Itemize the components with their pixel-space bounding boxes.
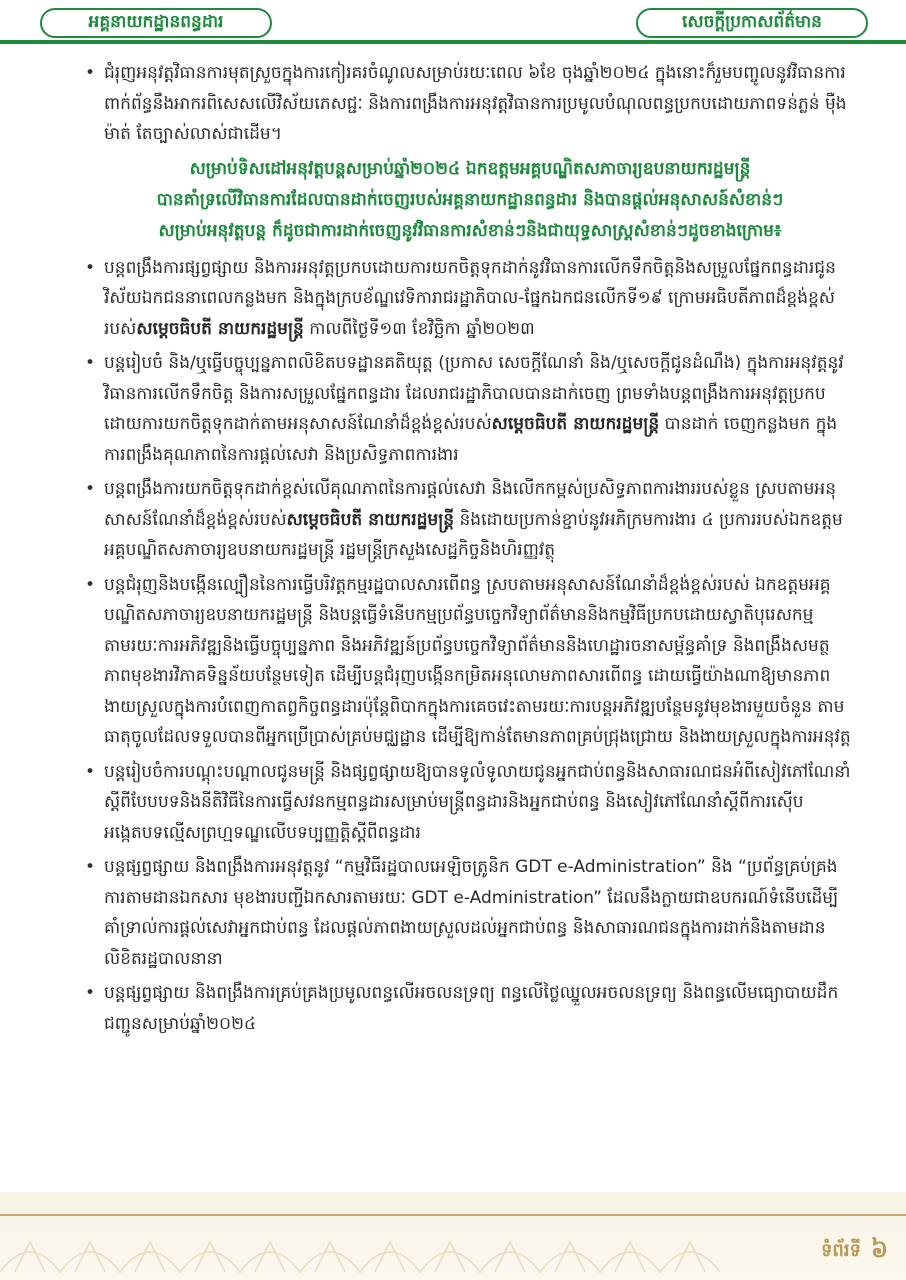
bullet-text: បន្តរៀបចំការបណ្តុះបណ្តាលជូនមន្ត្រី និងផ្សព្វផ្សាយឱ្យបានទូលំទូលាយជូនអ្នកជាប់ពន្ធនិងសាធារណជនអំពីសៀវភៅណែនាំស្តីពីបែបបទនិងនីតិវិធីនៃការធ្វើសវនកម្មពន្ធដារសម្រាប់មន្ត្រីពន្ធដារនិងអ្នកជាប់ពន្ធ និងសៀវភៅណែនាំស្តីពីការស៊ើបអង្កេតបទល្មើសព្រហ្មទណ្ឌលើបទប្បញ្ញត្តិស្តីពីពន្ធដារ — [104, 761, 851, 843]
page-header — [0, 0, 906, 48]
emphasis-title: សម្តេចធិបតី នាយករដ្ឋមន្ត្រី — [286, 509, 455, 530]
bullet-dot-icon: • — [84, 983, 96, 1003]
bullet-item — [84, 570, 856, 753]
bullet-item — [84, 58, 856, 150]
bullet-text: បន្តពង្រឹងការផ្សព្វផ្សាយ និងការអនុវត្តប្រកបដោយការយកចិត្តទុកដាក់នូវវិធានការលើកទឹកចិត្តនិងសម្រួលផ្នែកពន្ធដារជូនវិស័យឯកជននាពេលកន្លងមក និងក្នុងក្របខ័ណ្ឌវេទិការាជរដ្ឋាភិបាល-ផ្នែកឯកជនលើកទី១៩ ក្រោមអធិបតីភាពដ៏ខ្ពង់ខ្ពស់របស់សម្តេចធិបតី នាយករដ្ឋមន្ត្រី កាលពីថ្ងៃទី១៣ ខែវិច្ឆិកា ឆ្នាំ២០២៣ — [104, 257, 836, 339]
highlight-line: បានគាំទ្រលើវិធានការដែលបានដាក់ចេញរបស់អគ្គនាយកដ្ឋានពន្ធដារ និងបានផ្តល់អនុសាសន៍សំខាន់ៗ — [156, 189, 784, 210]
bullet-item — [84, 474, 856, 566]
highlight-statement — [84, 154, 856, 247]
bullet-dot-icon: • — [84, 857, 96, 877]
temple-pattern-icon — [0, 1222, 720, 1274]
highlight-line: សម្រាប់អនុវត្តបន្ត ក៏ដូចជាការដាក់ចេញនូវវិធានការសំខាន់ៗនិងជាយុទ្ធសាស្ត្រសំខាន់ៗដូចខាងក្រោម៖ — [158, 220, 782, 241]
bullet-dot-icon: • — [84, 761, 96, 782]
header-rule — [0, 40, 906, 44]
bullet-text: ជំរុញអនុវត្តវិធានការមុតស្រួចក្នុងការកៀរគរចំណូលសម្រាប់រយៈពេល ៦ខែ ចុងឆ្នាំ២០២៤ ក្នុងនោះក៏រួមបញ្ចូលនូវវិធានការពាក់ព័ន្ធនឹងអាករពិសេសលើវិស័យភេសជ្ជៈ និងការពង្រឹងការអនុវត្តវិធានការប្រមូលបំណុលពន្ធប្រកបដោយភាពទន់ភ្លន់ ម៉ឺងម៉ាត់ តែច្បាស់លាស់ជាដើម។ — [104, 63, 847, 144]
page-label-text: ទំព័រទី — [821, 1239, 861, 1261]
bullet-text: បន្តផ្សព្វផ្សាយ និងពង្រឹងការគ្រប់គ្រងប្រមូលពន្ធលើអចលនទ្រព្យ ពន្ធលើថ្លៃឈ្នួលអចលនទ្រព្យ និងពន្ធលើមធ្យោបាយដឹកជញ្ជូនសម្រាប់ឆ្នាំ២០២៤ — [104, 983, 839, 1034]
highlight-line: សម្រាប់ទិសដៅអនុវត្តបន្តសម្រាប់ឆ្នាំ២០២៤ ឯកឧត្តមអគ្គបណ្ឌិតសភាចារ្យឧបនាយករដ្ឋមន្ត្រី — [189, 158, 751, 179]
bullet-dot-icon: • — [84, 257, 96, 278]
emphasis-title: សម្តេចធិបតី នាយករដ្ឋមន្ត្រី — [136, 318, 304, 339]
page-number: ៦ — [871, 1234, 888, 1263]
bullet-item — [84, 757, 856, 849]
page-number-label — [758, 1236, 888, 1266]
bullet-dot-icon: • — [84, 353, 96, 373]
footer-rule — [0, 1214, 906, 1216]
article-body — [84, 58, 856, 1043]
bullet-text: បន្តជំរុញនិងបង្កើនល្បឿននៃការធ្វើបរិវត្តកម្មរដ្ឋបាលសារពើពន្ធ ស្របតាមអនុសាសន៍ណែនាំដ៏ខ្ពង់ខ្ពស់របស់ ឯកឧត្តមអគ្គបណ្ឌិតសភាចារ្យឧបនាយករដ្ឋមន្ត្រី និងបន្តធ្វើទំនើបកម្មប្រព័ន្ធបច្ចេកវិទ្យាព័ត៌មាននិងកម្មវិធីប្រកបដោយស្វាតិបុរេសកម្ម តាមរយៈការអភិវឌ្ឍនិងធ្វើបច្ចុប្បន្នភាព និងអភិវឌ្ឍន៍ប្រព័ន្ធបច្ចេកវិទ្យាព័ត៌មាននិងហេដ្ឋារចនាសម្ព័ន្ធគាំទ្រ និងពង្រឹងសមត្ថភាពមុខងារវិភាគទិន្នន័យបន្ថែមទៀត ដើម្បីបន្តជំរុញបង្កើនកម្រិតអនុលោមភាពសារពើពន្ធ ដោយធ្វើយ៉ាងណាឱ្យមានភាពងាយស្រួលក្នុងការបំពេញកាតព្វកិច្ចពន្ធដារប៉ុន្តែពិបាកក្នុងការគេចវេះតាមរយៈការបន្តអភិវឌ្ឍបន្ថែមនូវមុខងារមួយចំនួន តាមធាតុចូលដែលទទួលបានពីអ្នកប្រើប្រាស់គ្រប់មជ្ឈដ្ឋាន ដើម្បីឱ្យកាន់តែមានភាពគ្រប់ជ្រុងជ្រោយ និងងាយស្រួលក្នុងការអនុវត្ត — [104, 574, 851, 747]
bullet-text: បន្តផ្សព្វផ្សាយ និងពង្រឹងការអនុវត្តនូវ “កម្មវិធីរដ្ឋបាលអេឡិចត្រូនិក GDT e-Administration” និង “ប្រព័ន្ធគ្រប់គ្រងការតាមដានឯកសារ មុខងារបញ្ជីឯកសារតាមរយៈ GDT e-Administration” ដែលនឹងក្លាយជាឧបករណ៍ទំនើបដើម្បីគាំទ្រាល់ការផ្តល់សេវាអ្នកជាប់ពន្ធ ដែលផ្តល់ភាពងាយស្រួលដល់អ្នកជាប់ពន្ធ និងសាធារណជនក្នុងការដាក់និងតាមដានលិខិតរដ្ឋបាលនានា — [104, 857, 839, 969]
bullet-item — [84, 348, 856, 470]
bullet-dot-icon: • — [84, 63, 96, 83]
bullet-dot-icon: • — [84, 479, 96, 499]
department-title: អគ្គនាយកដ្ឋានពន្ធដារ — [40, 8, 272, 38]
bullet-text: បន្តពង្រឹងការយកចិត្តទុកដាក់ខ្ពស់លើគុណភាពនៃការផ្តល់សេវា និងលើកកម្ពស់ប្រសិទ្ធភាពការងាររបស់ខ្លួន ស្របតាមអនុសាសន៍ណែនាំដ៏ខ្ពង់ខ្ពស់របស់សម្តេចធិបតី នាយករដ្ឋមន្ត្រី និងដោយប្រកាន់ខ្ជាប់នូវអភិក្រមការងារ ៤ ប្រការរបស់ឯកឧត្តមអគ្គបណ្ឌិតសភាចារ្យឧបនាយករដ្ឋមន្ត្រី រដ្ឋមន្ត្រីក្រសួងសេដ្ឋកិច្ចនិងហិរញ្ញវត្ថុ — [104, 479, 843, 560]
bullet-dot-icon: • — [84, 574, 96, 595]
section-title: សេចក្តីប្រកាសព័ត៌មាន — [636, 8, 868, 38]
bullet-item — [84, 978, 856, 1039]
bullet-text: បន្តរៀបចំ និង/ឬធ្វើបច្ចុប្បន្នភាពលិខិតបទដ្ឋានគតិយុត្ត (ប្រកាស សេចក្តីណែនាំ និង/ឬសេចក្តីជូនដំណឹង) ក្នុងការអនុវត្តនូវវិធានការលើកទឹកចិត្ត និងការសម្រួលផ្នែកពន្ធដារ ដែលរាជរដ្ឋាភិបាលបានដាក់ចេញ ព្រមទាំងបន្តពង្រឹងការអនុវត្តប្រកបដោយការយកចិត្តទុកដាក់តាមអនុសាសន៍ណែនាំដ៏ខ្ពង់ខ្ពស់របស់សម្តេចធិបតី នាយករដ្ឋមន្ត្រី បានដាក់ ចេញកន្លងមក ក្នុងការពង្រឹងគុណភាពនៃការផ្តល់សេវា និងប្រសិទ្ធភាពការងារ — [104, 353, 844, 465]
emphasis-title: សម្តេចធិបតី នាយករដ្ឋមន្ត្រី — [491, 414, 660, 434]
bullet-item — [84, 253, 856, 345]
bullet-item — [84, 852, 856, 974]
